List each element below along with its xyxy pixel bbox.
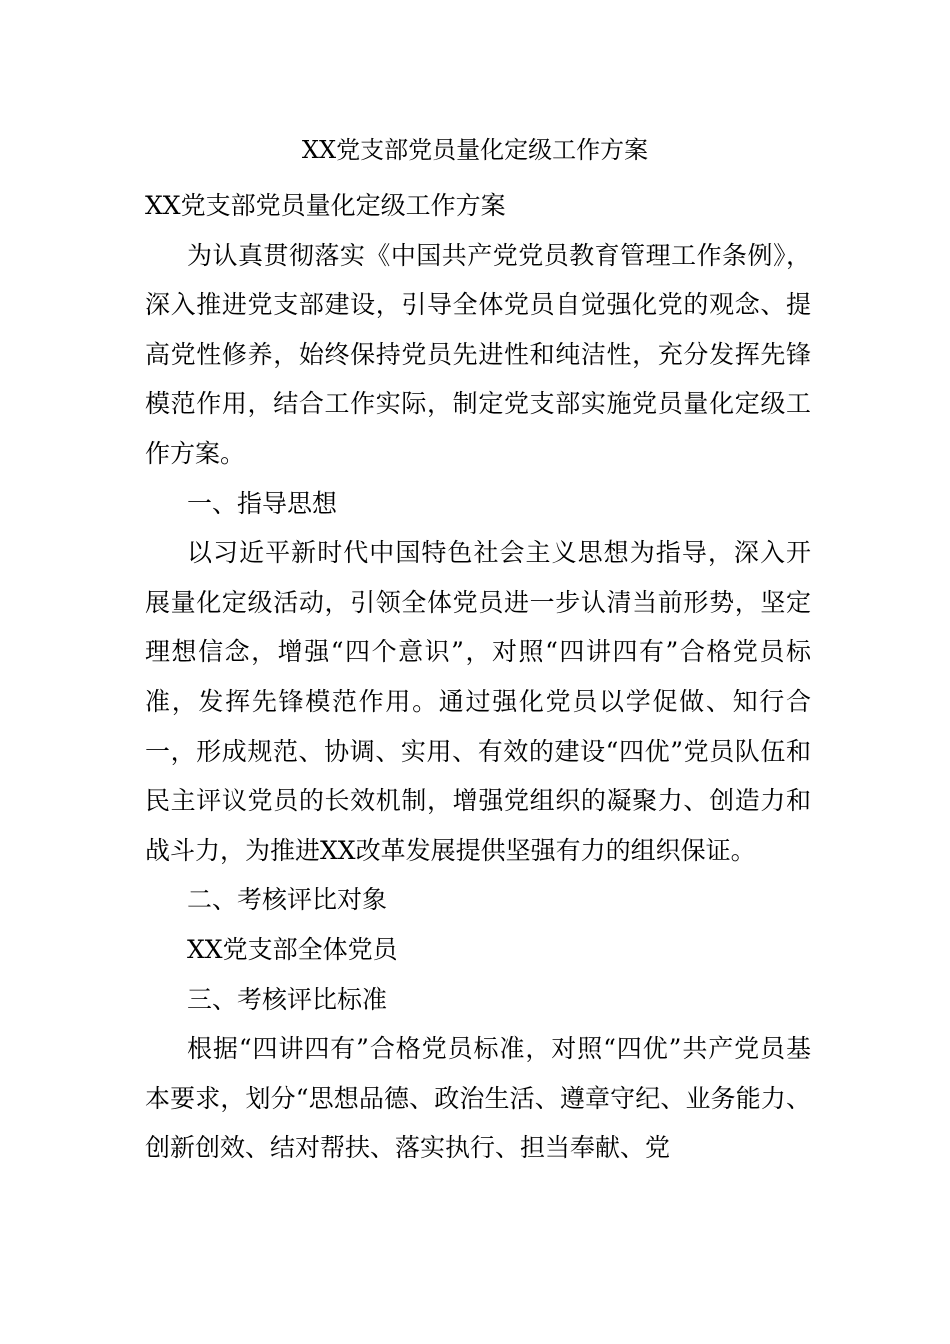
assessment-standard-paragraph: 根据“四讲四有”合格党员标准，对照“四优”共产党员基本要求，划分“思想品德、政治生活、遵章守纪、业务能力、创新创效、结对帮扶、落实执行、担当奉献、党	[145, 1034, 811, 1163]
assessment-target-paragraph: XX党支部全体党员	[187, 934, 398, 964]
section-heading-guiding-thought: 一、指导思想	[187, 488, 338, 518]
section-heading-assessment-target: 二、考核评比对象	[187, 885, 388, 915]
guiding-thought-paragraph: 以习近平新时代中国特色社会主义思想为指导，深入开展量化定级活动，引领全体党员进一步认清当前形势，坚定理想信念，增强“四个意识”，对照“四讲四有”合格党员标准，发挥先锋模范作用。通过强化党员以学促做、知行合一，形成规范、协调、实用、有效的建设“四优”党员队伍和民主评议党员的长效机制，增强党组织的凝聚力、创造力和战斗力，为推进XX改革发展提供坚强有力的组织保证。	[145, 538, 811, 865]
subtitle-paragraph: XX党支部党员量化定级工作方案	[145, 191, 506, 220]
section-heading-assessment-standard: 三、考核评比标准	[187, 984, 388, 1014]
intro-paragraph: 为认真贯彻落实《中国共产党党员教育管理工作条例》，深入推进党支部建设，引导全体党员自觉强化党的观念、提高党性修养，始终保持党员先进性和纯洁性，充分发挥先锋模范作用，结合工作实际，制定党支部实施党员量化定级工作方案。	[145, 240, 811, 468]
document-title: XX党支部党员量化定级工作方案	[301, 136, 649, 164]
document-body	[145, 181, 811, 1173]
